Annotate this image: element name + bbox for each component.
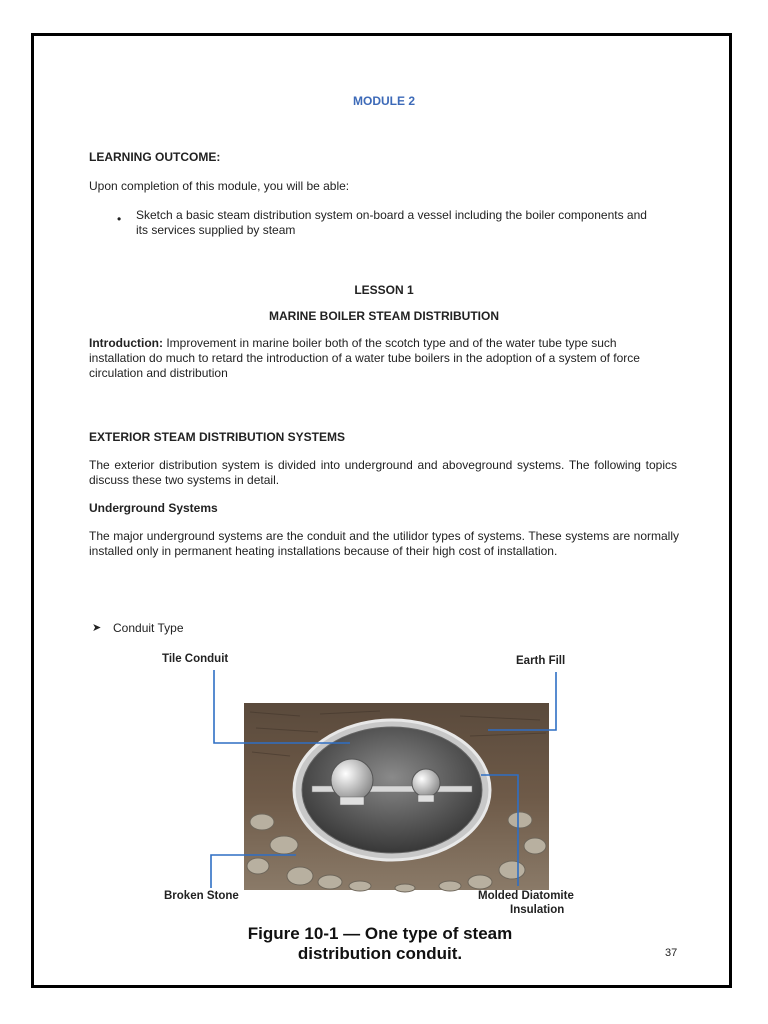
- bullet-dot: •: [117, 212, 122, 226]
- learning-outcome-heading: LEARNING OUTCOME:: [89, 150, 221, 164]
- label-earth-fill: Earth Fill: [516, 655, 566, 667]
- lesson-number: LESSON 1: [354, 283, 414, 297]
- learning-outcome-bullet: Sketch a basic steam distribution system on-board a vessel including the boiler components and its services supplied by steam: [136, 208, 647, 237]
- introduction-label: Introduction:: [89, 336, 163, 350]
- arrow-bullet-icon: ➤: [92, 622, 102, 634]
- figure-caption-line1: Figure 10-1 — One type of steam: [247, 924, 513, 943]
- figure-caption: [150, 924, 610, 964]
- underground-text: The major underground systems are the conduit and the utilidor types of systems. These systems are normally installed only in permanent heating installations because of their high cost of installation.: [89, 529, 679, 558]
- lesson-title: MARINE BOILER STEAM DISTRIBUTION: [269, 309, 499, 323]
- introduction-text: Improvement in marine boiler both of the scotch type and of the water tube type such installation do much to retard the introduction of a water tube boilers in the adoption of a system of force circulation and distribution: [89, 336, 640, 380]
- exterior-text: The exterior distribution system is divided into underground and aboveground systems. The following topics discuss these two systems in detail.: [89, 458, 677, 487]
- label-insulation: Insulation: [510, 904, 565, 916]
- underground-heading: Underground Systems: [89, 501, 218, 515]
- large-pipe-support: [340, 797, 364, 805]
- conduit-type-item: Conduit Type: [113, 621, 184, 635]
- label-broken-stone: Broken Stone: [164, 890, 239, 902]
- module-title: MODULE 2: [352, 94, 415, 108]
- small-return-pipe: [412, 769, 440, 797]
- small-pipe-support: [418, 795, 434, 802]
- learning-outcome-intro: Upon completion of this module, you will be able:: [89, 179, 350, 193]
- label-molded-diatomite: Molded Diatomite: [478, 890, 574, 902]
- figure-caption-line2: distribution conduit.: [297, 944, 463, 963]
- exterior-heading: EXTERIOR STEAM DISTRIBUTION SYSTEMS: [89, 430, 346, 444]
- page-number: 37: [665, 947, 678, 959]
- label-tile-conduit: Tile Conduit: [162, 653, 229, 665]
- large-steam-pipe: [331, 759, 373, 801]
